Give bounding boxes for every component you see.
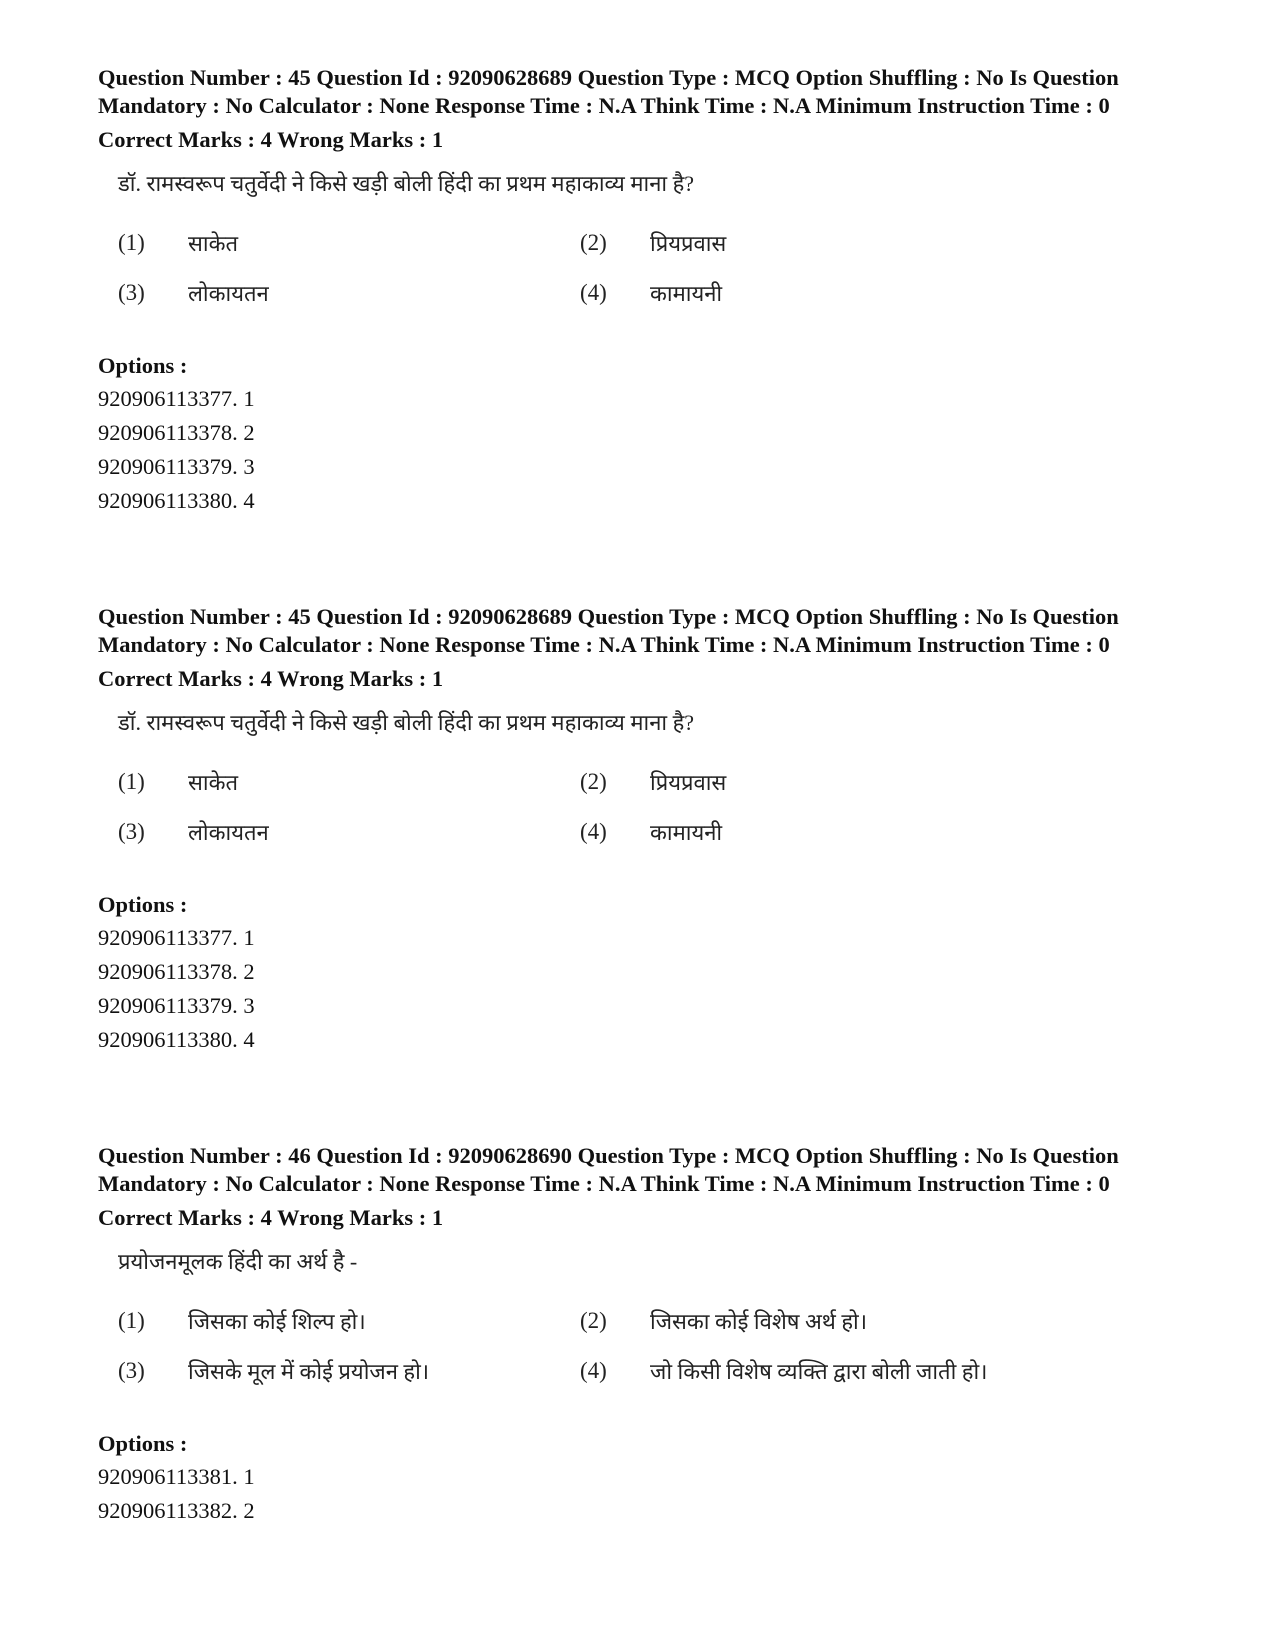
choice-1	[118, 228, 580, 258]
choice-number: (3)	[118, 1358, 145, 1383]
option-id: 920906113378. 2	[98, 959, 255, 984]
question-header: Question Number : 45 Question Id : 92090628689 Question Type : MCQ Option Shuffling : No Is Question Mandatory : No Calculator : None Response Time : N.A Think Time : N.A Minimum Instruction Time : 0	[98, 604, 1119, 657]
options-title: Options :	[98, 892, 188, 917]
question-block-2	[98, 603, 1198, 1057]
choice-number: (4)	[580, 1358, 607, 1383]
choice-row	[118, 1346, 1118, 1396]
choice-number: (2)	[580, 769, 607, 794]
options-title: Options :	[98, 353, 188, 378]
question-header: Question Number : 46 Question Id : 92090628690 Question Type : MCQ Option Shuffling : No Is Question Mandatory : No Calculator : None Response Time : N.A Think Time : N.A Minimum Instruction Time : 0	[98, 1143, 1119, 1196]
choice-3	[118, 817, 580, 847]
choice-4	[580, 817, 1042, 847]
choice-text: लोकायतन	[188, 820, 269, 845]
question-text: डॉ. रामस्वरूप चतुर्वेदी ने किसे खड़ी बोली हिंदी का प्रथम महाकाव्य माना है?	[118, 171, 695, 196]
option-id: 920906113380. 4	[98, 1027, 255, 1052]
choice-row	[118, 757, 1118, 807]
option-id: 920906113379. 3	[98, 454, 255, 479]
choice-text: जिसके मूल में कोई प्रयोजन हो।	[188, 1359, 430, 1384]
choice-text: साकेत	[188, 231, 239, 256]
choice-text: जिसका कोई शिल्प हो।	[188, 1309, 366, 1334]
choice-text: प्रियप्रवास	[650, 770, 727, 795]
choice-text: जो किसी विशेष व्यक्ति द्वारा बोली जाती हो।	[650, 1359, 988, 1384]
choice-2	[580, 1306, 1042, 1336]
choice-row	[118, 807, 1118, 857]
choice-number: (3)	[118, 819, 145, 844]
choice-text: प्रियप्रवास	[650, 231, 727, 256]
choice-1	[118, 767, 580, 797]
choice-text: कामायनी	[650, 281, 723, 306]
option-id: 920906113377. 1	[98, 925, 255, 950]
question-text: डॉ. रामस्वरूप चतुर्वेदी ने किसे खड़ी बोली हिंदी का प्रथम महाकाव्य माना है?	[118, 710, 695, 735]
choice-number: (4)	[580, 280, 607, 305]
choice-text: जिसका कोई विशेष अर्थ हो।	[650, 1309, 868, 1334]
choice-row	[118, 268, 1118, 318]
choice-text: लोकायतन	[188, 281, 269, 306]
option-id: 920906113377. 1	[98, 386, 255, 411]
choice-number: (1)	[118, 769, 145, 794]
question-image	[118, 164, 1118, 318]
choice-row	[118, 1296, 1118, 1346]
choice-number: (3)	[118, 280, 145, 305]
options-title: Options :	[98, 1431, 188, 1456]
question-image	[118, 1242, 1118, 1396]
choice-2	[580, 767, 1042, 797]
choice-1	[118, 1306, 580, 1336]
choice-number: (2)	[580, 230, 607, 255]
choice-text: साकेत	[188, 770, 239, 795]
option-id: 920906113382. 2	[98, 1498, 255, 1523]
question-image	[118, 703, 1118, 857]
choice-number: (1)	[118, 230, 145, 255]
choice-2	[580, 228, 1042, 258]
choice-4	[580, 1356, 1042, 1386]
choice-4	[580, 278, 1042, 308]
marks-line: Correct Marks : 4 Wrong Marks : 1	[98, 127, 444, 152]
choice-text: कामायनी	[650, 820, 723, 845]
option-id: 920906113381. 1	[98, 1464, 255, 1489]
option-id: 920906113379. 3	[98, 993, 255, 1018]
question-block-3	[98, 1142, 1198, 1528]
choice-3	[118, 278, 580, 308]
option-id: 920906113378. 2	[98, 420, 255, 445]
choice-number: (4)	[580, 819, 607, 844]
marks-line: Correct Marks : 4 Wrong Marks : 1	[98, 666, 444, 691]
choice-3	[118, 1356, 580, 1386]
question-text: प्रयोजनमूलक हिंदी का अर्थ है -	[118, 1249, 358, 1274]
choice-number: (2)	[580, 1308, 607, 1333]
choice-row	[118, 218, 1118, 268]
choice-number: (1)	[118, 1308, 145, 1333]
question-block-1	[98, 64, 1198, 518]
marks-line: Correct Marks : 4 Wrong Marks : 1	[98, 1205, 444, 1230]
question-header: Question Number : 45 Question Id : 92090628689 Question Type : MCQ Option Shuffling : No Is Question Mandatory : No Calculator : None Response Time : N.A Think Time : N.A Minimum Instruction Time : 0	[98, 65, 1119, 118]
option-id: 920906113380. 4	[98, 488, 255, 513]
